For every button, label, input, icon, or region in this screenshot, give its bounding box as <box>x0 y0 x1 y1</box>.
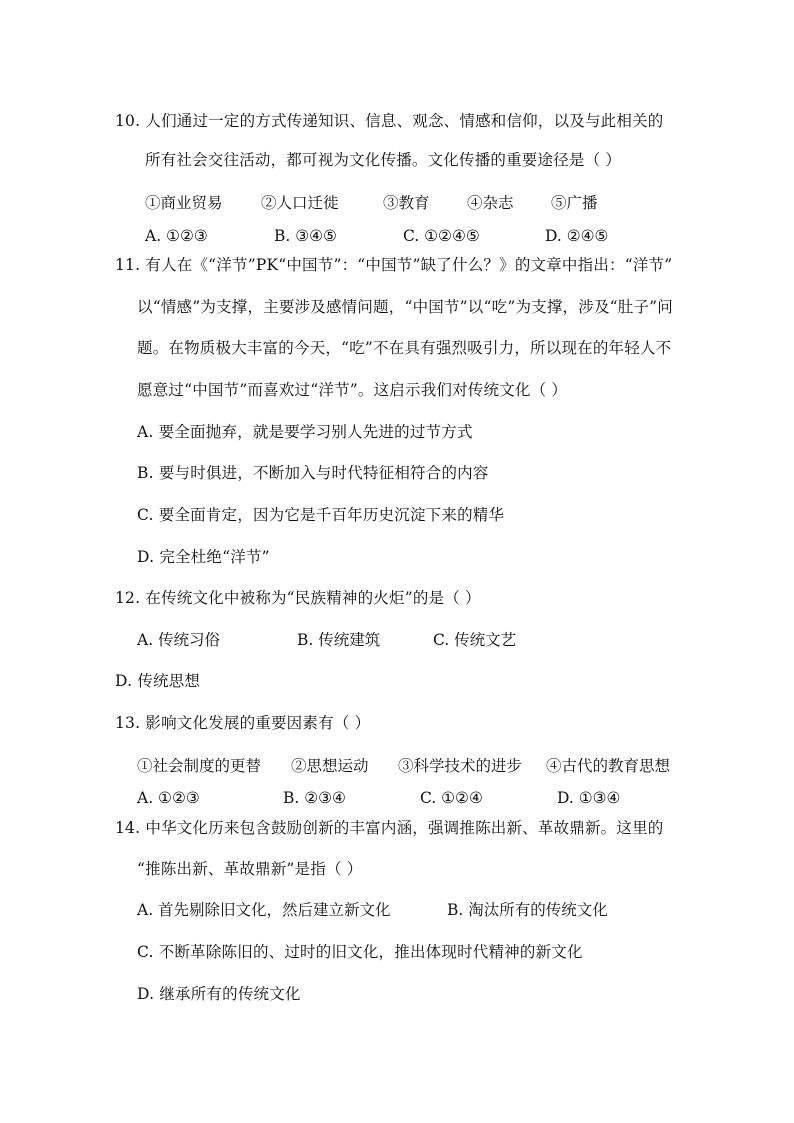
item-4: ④古代的教育思想 <box>546 757 671 775</box>
option-c[interactable]: C. 传统文艺 <box>433 631 517 649</box>
option-b[interactable]: B. 传统建筑 <box>297 631 381 649</box>
option-b[interactable]: B. 淘汰所有的传统文化 <box>447 901 608 919</box>
question-14-stem-line-2: “推陈出新、革故鼎新”是指（ ） <box>137 860 363 878</box>
question-11-stem-line-4: 愿意过“中国节”而喜欢过“洋节”。这启示我们对传统文化（ ） <box>137 381 568 399</box>
item-1: ①社会制度的更替 <box>137 757 262 775</box>
question-12-option-d[interactable]: D. 传统思想 <box>115 672 201 690</box>
option-a[interactable]: A. ①②③ <box>145 227 208 245</box>
item-2: ②人口迁徙 <box>261 194 339 212</box>
question-11-option-a[interactable]: A. 要全面抛弃，就是要学习别人先进的过节方式 <box>137 423 473 441</box>
question-10-stem-line-2: 所有社会交往活动，都可视为文化传播。文化传播的重要途径是（ ） <box>145 151 622 169</box>
option-b[interactable]: B. ③④⑤ <box>274 227 337 245</box>
option-c[interactable]: C. ①②④⑤ <box>403 227 480 245</box>
question-11-option-c[interactable]: C. 要全面肯定，因为它是千百年历史沉淀下来的精华 <box>137 506 505 524</box>
option-d[interactable]: D. ②④⑤ <box>545 227 609 245</box>
item-4: ④杂志 <box>467 194 514 212</box>
question-14-stem-line-1: 14. 中华文化历来包含鼓励创新的丰富内涵，强调推陈出新、革故鼎新。这里的 <box>115 819 664 837</box>
option-a[interactable]: A. 传统习俗 <box>137 631 221 649</box>
question-11-stem-line-3: 题。在物质极大丰富的今天，“吃”不在具有强烈吸引力，所以现在的年轻人不 <box>137 339 672 357</box>
question-11-stem-line-2: 以“情感”为支撑，主要涉及感情问题，“中国节”以“吃”为支撑，涉及“肚子”问 <box>137 298 673 316</box>
option-d[interactable]: D. ①③④ <box>557 789 621 807</box>
question-11-option-b[interactable]: B. 要与时俱进，不断加入与时代特征相符合的内容 <box>137 464 489 482</box>
item-5: ⑤广播 <box>551 194 598 212</box>
question-11-stem-line-1: 11. 有人在《“洋节”PK“中国节”：“中国节”缺了什么？》的文章中指出：“洋节” <box>115 256 673 274</box>
item-3: ③科学技术的进步 <box>398 757 523 775</box>
question-10-stem-line-1: 10. 人们通过一定的方式传递知识、信息、观念、情感和信仰，以及与此相关的 <box>115 112 664 130</box>
question-11-option-d[interactable]: D. 完全杜绝“洋节” <box>137 548 270 566</box>
question-14-option-c[interactable]: C. 不断革除陈旧的、过时的旧文化，推出体现时代精神的新文化 <box>137 943 583 961</box>
option-b[interactable]: B. ②③④ <box>283 789 346 807</box>
option-a[interactable]: A. 首先剔除旧文化，然后建立新文化 <box>137 901 391 919</box>
item-3: ③教育 <box>383 194 430 212</box>
question-13-stem: 13. 影响文化发展的重要因素有（ ） <box>115 714 371 732</box>
question-14-option-d[interactable]: D. 继承所有的传统文化 <box>137 985 301 1003</box>
question-12-stem: 12. 在传统文化中被称为“民族精神的火炬”的是（ ） <box>115 589 481 607</box>
option-a[interactable]: A. ①②③ <box>137 789 200 807</box>
item-1: ①商业贸易 <box>145 194 223 212</box>
option-c[interactable]: C. ①②④ <box>420 789 483 807</box>
item-2: ②思想运动 <box>291 757 369 775</box>
